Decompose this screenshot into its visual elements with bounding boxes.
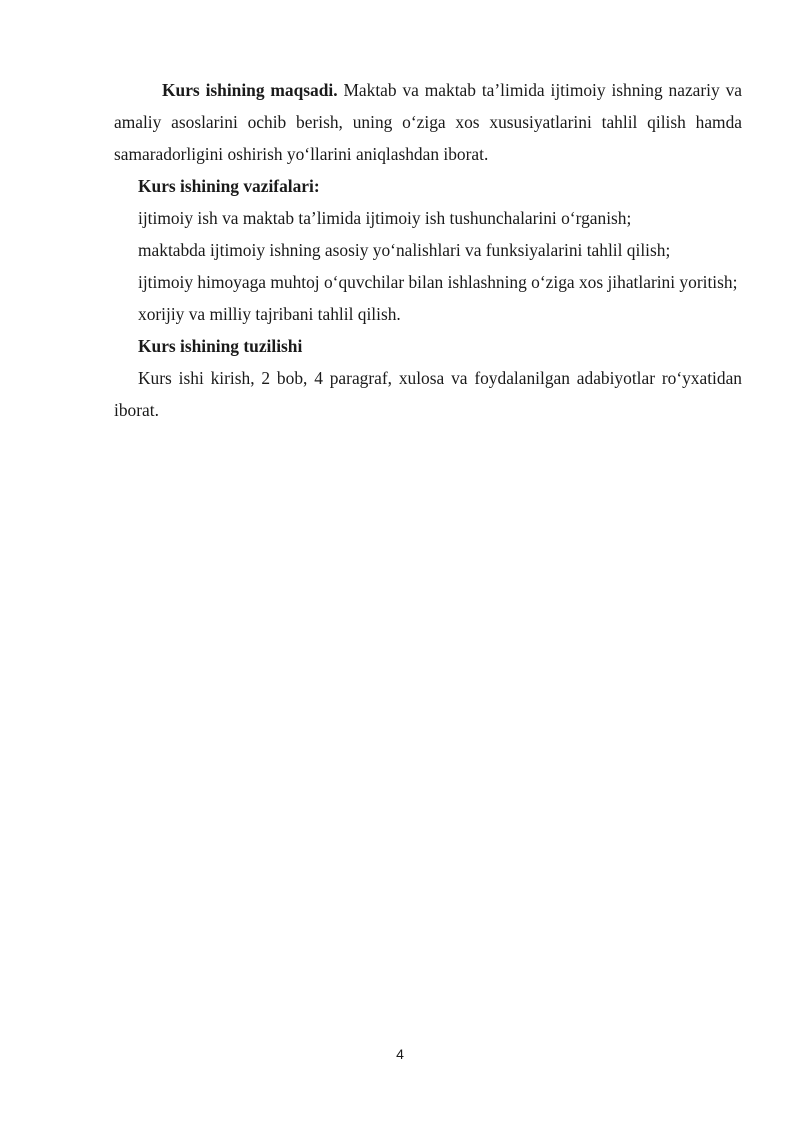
goal-paragraph (114, 74, 742, 170)
structure-heading: Kurs ishining tuzilishi (138, 336, 303, 356)
goal-label: Kurs ishining maqsadi. (162, 80, 338, 100)
goal-text: Maktab va maktab ta’limida ijtimoiy ishning nazariy va amaliy asoslarini ochib berish, uning o‘ziga xos xususiyatlarini tahlil qilish hamda samaradorligini oshirish yo‘llarini aniqlashdan iborat. (114, 80, 742, 164)
page-body (114, 74, 742, 426)
tasks-heading: Kurs ishining vazifalari: (138, 176, 320, 196)
task-item-2: maktabda ijtimoiy ishning asosiy yo‘nalishlari va funksiyalarini tahlil qilish; (138, 240, 671, 260)
structure-paragraph: Kurs ishi kirish, 2 bob, 4 paragraf, xulosa va foydalanilgan adabiyotlar ro‘yxatidan iborat. (114, 368, 742, 420)
task-item-1: ijtimoiy ish va maktab ta’limida ijtimoiy ish tushunchalarini o‘rganish; (138, 208, 632, 228)
task-item-4: xorijiy va milliy tajribani tahlil qilish. (138, 304, 401, 324)
task-item-3: ijtimoiy himoyaga muhtoj o‘quvchilar bilan ishlashning o‘ziga xos jihatlarini yoritish; (138, 272, 738, 292)
page-number: 4 (396, 1046, 404, 1062)
